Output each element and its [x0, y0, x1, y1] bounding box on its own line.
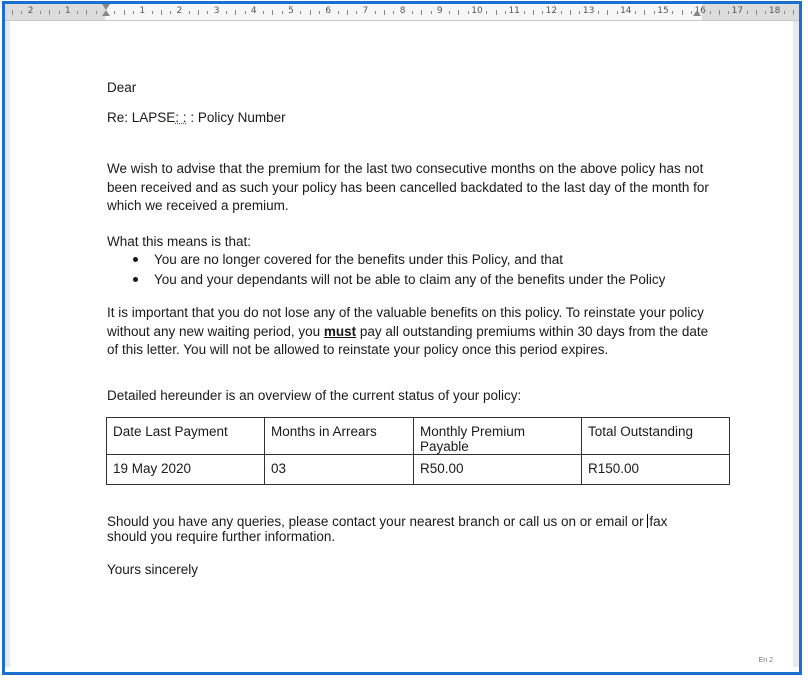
table-cell-premium: R50.00: [414, 455, 582, 485]
ruler-tick: [607, 10, 608, 15]
table-header-cell: Months in Arrears: [265, 418, 414, 455]
ruler-tick: [356, 11, 357, 14]
queries-text-fax: fax: [649, 514, 668, 529]
bullet-icon: [133, 277, 138, 282]
paragraph-reinstate: [107, 304, 707, 360]
ruler-tick: [756, 10, 757, 15]
re-line-lapse: Re: LAPSE: [107, 110, 176, 125]
ruler-number: 15: [657, 6, 669, 16]
re-line-marks: : :: [175, 110, 187, 125]
bullet-icon: [133, 257, 138, 262]
paragraph-text: pay all outstanding premiums within 30 days from the date: [356, 323, 709, 339]
paragraph-line: It is important that you do not lose any of the valuable benefits on this policy. To reinstate your policy: [107, 305, 704, 320]
ruler-tick: [533, 10, 534, 15]
paragraph-premium-notice: [107, 160, 707, 216]
ruler-tick: [207, 11, 208, 14]
ruler-tick: [682, 10, 683, 15]
ruler-tick: [672, 11, 673, 14]
ruler-tick: [654, 11, 655, 14]
paragraph-line: been received and as such your policy has been cancelled backdated to the last day of the month for: [107, 179, 709, 195]
ruler-number: 17: [731, 6, 744, 16]
policy-status-table: [106, 417, 730, 485]
ruler-tick: [719, 10, 720, 15]
ruler-tick: [338, 11, 339, 14]
bullet-item-2: You and your dependants will not be able to claim any of the benefits under the Policy: [154, 272, 666, 287]
ruler-tick: [124, 10, 125, 15]
ruler-tick: [458, 10, 459, 15]
ruler-tick: [644, 10, 645, 15]
means-intro: What this means is that:: [107, 234, 252, 249]
ruler-tick: [375, 11, 376, 14]
table-header-row: [107, 418, 730, 455]
ruler-number: 16: [694, 6, 706, 16]
ruler-tick: [21, 11, 22, 14]
ruler-number: 6: [325, 6, 332, 16]
ruler-tick: [49, 10, 50, 15]
ruler-number: 9: [436, 6, 443, 16]
paragraph-line: which we received a premium.: [107, 198, 289, 213]
overview-intro: Detailed hereunder is an overview of the current status of your policy:: [107, 388, 522, 403]
ruler-tick: [431, 11, 432, 14]
ruler-number: 1: [64, 6, 71, 16]
ruler-tick: [449, 11, 450, 14]
ruler-number: 2: [27, 6, 34, 16]
queries-text: Should you have any queries, please contact your nearest branch or call us on or email or: [107, 514, 648, 529]
ruler-tick: [561, 11, 562, 14]
ruler-tick: [570, 10, 571, 15]
ruler-tick: [59, 11, 60, 14]
ruler-tick: [468, 11, 469, 14]
left-indent-marker[interactable]: [102, 10, 110, 16]
ruler-tick: [393, 11, 394, 14]
ruler-tick: [114, 11, 115, 14]
ruler-number: 18: [768, 6, 781, 16]
table-header-cell: Monthly Premium Payable: [414, 418, 582, 455]
ruler-number: 12: [545, 6, 558, 16]
paragraph-line: [107, 323, 707, 342]
paragraph-line: of this letter. You will not be allowed to reinstate your policy once this period expires.: [107, 342, 609, 357]
ruler-number: 7: [362, 6, 369, 16]
ruler-tick: [710, 11, 711, 14]
ruler-number: 11: [508, 6, 520, 16]
ruler-tick: [421, 10, 422, 15]
ruler-tick: [505, 11, 506, 14]
ruler-tick: [245, 11, 246, 14]
ruler-number: 10: [471, 6, 483, 16]
ruler-tick: [384, 10, 385, 15]
ruler-tick: [747, 11, 748, 14]
must-emphasis: must: [323, 323, 357, 339]
ruler-tick: [542, 11, 543, 14]
ruler-tick: [310, 10, 311, 15]
ruler-tick: [691, 11, 692, 14]
ruler-tick: [412, 11, 413, 14]
ruler-number: 3: [213, 6, 220, 16]
ruler-tick: [486, 11, 487, 14]
right-indent-marker[interactable]: [693, 10, 701, 16]
ruler-number: 13: [582, 6, 595, 16]
queries-line-2: should you require further information.: [107, 529, 336, 544]
ruler-tick: [226, 11, 227, 14]
ruler-tick: [86, 10, 87, 15]
horizontal-ruler[interactable]: [5, 4, 799, 21]
ruler-tick: [784, 11, 785, 14]
table-row: [107, 455, 730, 485]
ruler-number: 2: [176, 6, 183, 16]
table-cell-total: R150.00: [582, 455, 730, 485]
paragraph-text: without any new waiting period, you: [107, 323, 324, 339]
ruler-tick: [765, 11, 766, 14]
ruler-tick: [198, 10, 199, 15]
document-page[interactable]: [10, 21, 793, 667]
ruler-tick: [793, 10, 794, 15]
table-cell-months: 03: [265, 455, 414, 485]
ruler-tick: [161, 10, 162, 15]
ruler-tick: [40, 11, 41, 14]
re-line-policy: : Policy Number: [190, 110, 286, 125]
ruler-number: 1: [139, 6, 146, 16]
ruler-tick: [728, 11, 729, 14]
ruler-tick: [524, 11, 525, 14]
page-gutter-right: [793, 21, 799, 667]
closing: Yours sincerely: [107, 562, 199, 577]
corner-label: En 2: [758, 657, 773, 664]
ruler-tick: [598, 11, 599, 14]
ruler-tick: [235, 10, 236, 15]
ruler-tick: [319, 11, 320, 14]
ruler-tick: [617, 11, 618, 14]
ruler-tick: [300, 11, 301, 14]
ruler-number: 8: [399, 6, 406, 16]
ruler-number: 14: [620, 6, 632, 16]
ruler-tick: [579, 11, 580, 14]
table-cell-date: 19 May 2020: [107, 455, 265, 485]
ruler-tick: [77, 11, 78, 14]
ruler-tick: [282, 11, 283, 14]
ruler-tick: [96, 11, 97, 14]
paragraph-line: We wish to advise that the premium for the last two consecutive months on the above policy has not: [107, 161, 704, 176]
ruler-tick: [189, 11, 190, 14]
re-line: [107, 109, 286, 127]
ruler-tick: [347, 10, 348, 15]
ruler-tick: [272, 10, 273, 15]
ruler-tick: [635, 11, 636, 14]
ruler-tick: [12, 10, 13, 15]
ruler-tick: [170, 11, 171, 14]
bullet-item-1: You are no longer covered for the benefits under this Policy, and that: [154, 252, 564, 267]
table-header-cell: Date Last Payment: [107, 418, 265, 455]
ruler-tick: [496, 10, 497, 15]
ruler-tick: [152, 11, 153, 14]
ruler-number: 5: [288, 6, 294, 16]
salutation: Dear: [107, 80, 137, 95]
table-header-cell: Total Outstanding: [582, 418, 730, 455]
ruler-number: 4: [250, 6, 257, 16]
ruler-tick: [133, 11, 134, 14]
ruler-tick: [263, 11, 264, 14]
